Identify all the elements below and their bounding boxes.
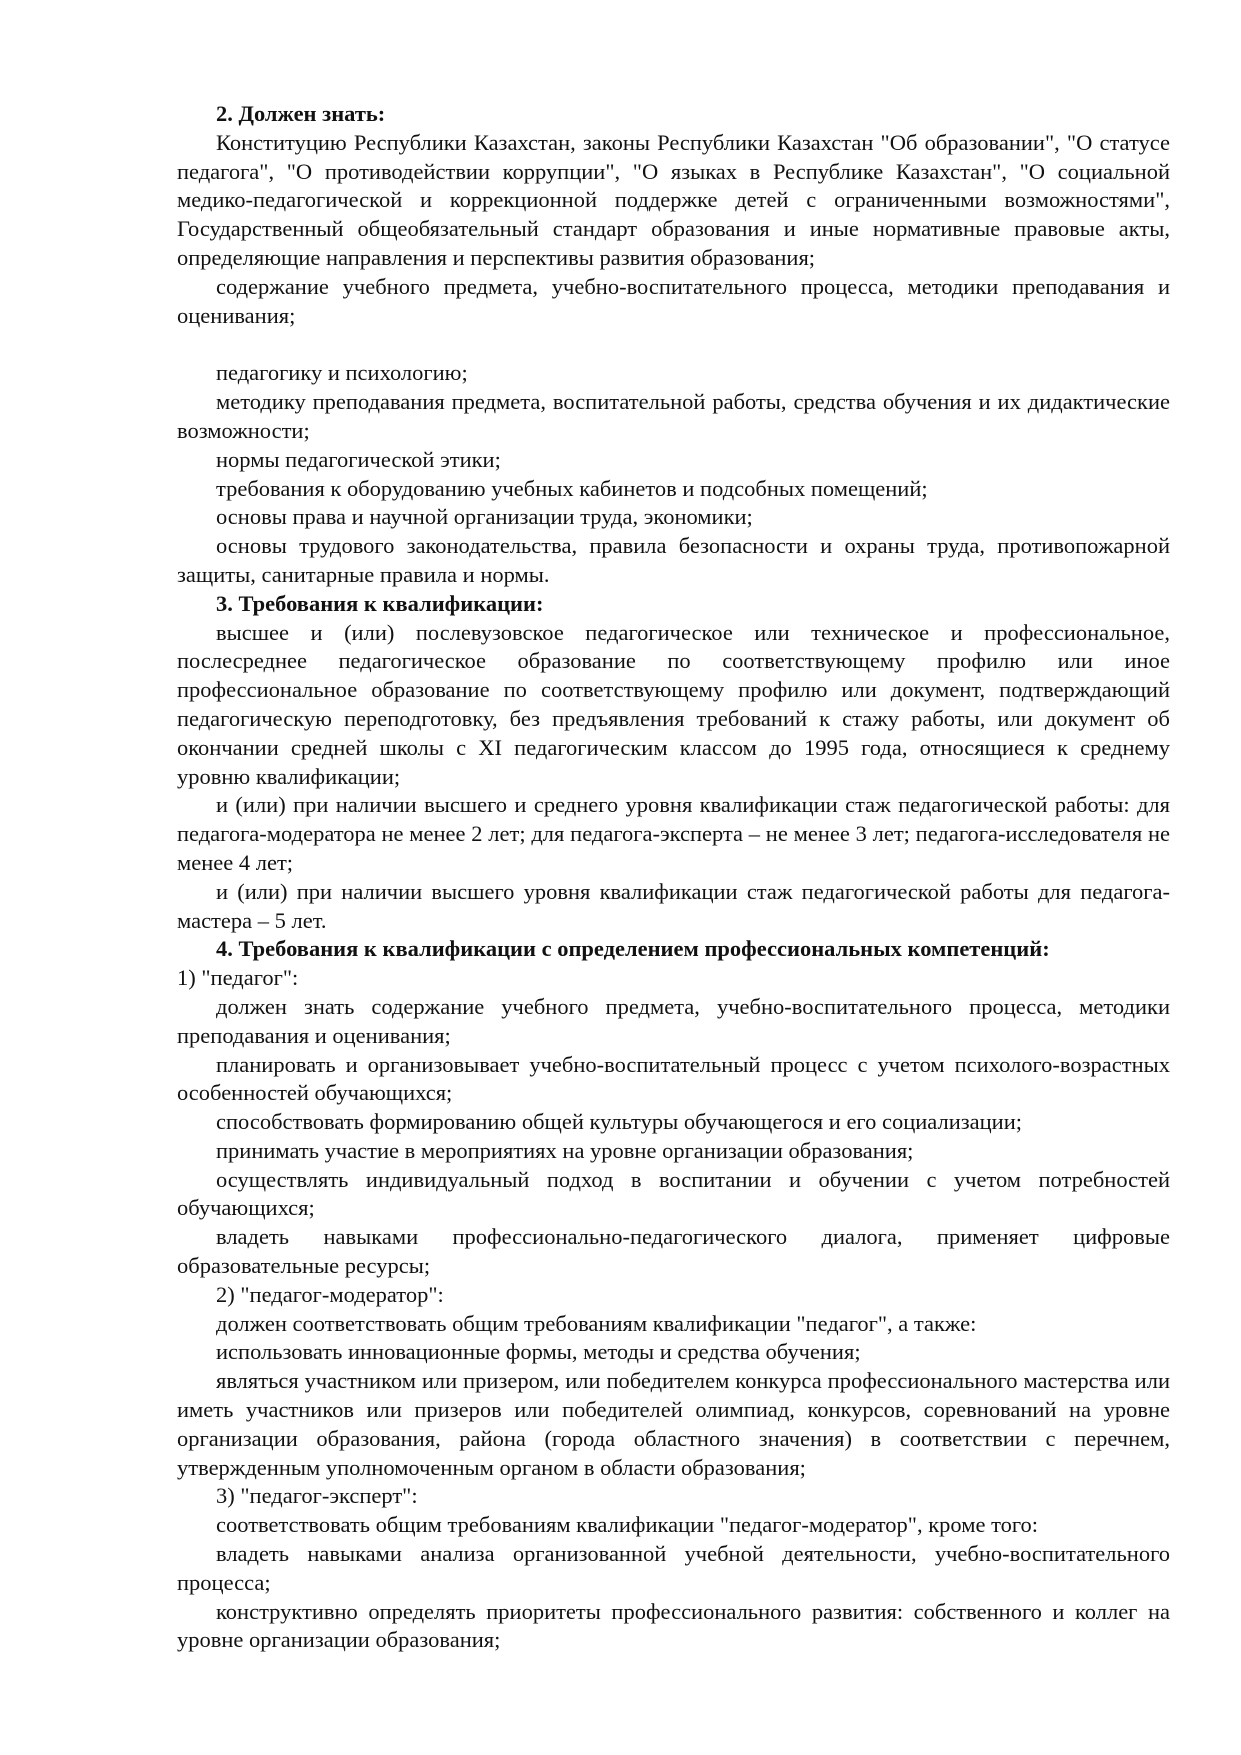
paragraph: Конституцию Республики Казахстан, законы Республики Казахстан "Об образовании", "О статусе педагога", "О противодействии коррупции", "О языках в Республике Казахстан", "О социальной медико-педагогической и коррекционной поддержке детей с ограниченными возможностями", Государственный общеобязательный стандарт образования и иные нормативные правовые акты, определяющие направления и перспективы развития образования; bbox=[177, 129, 1170, 270]
paragraph: и (или) при наличии высшего уровня квалификации стаж педагогической работы для педагога-мастера – 5 лет. bbox=[177, 878, 1170, 933]
paragraph: нормы педагогической этики; bbox=[216, 446, 501, 472]
paragraph: должен соответствовать общим требованиям квалификации "педагог", а также: bbox=[216, 1310, 977, 1336]
paragraph: должен знать содержание учебного предмета, учебно-воспитательного процесса, методики преподавания и оценивания; bbox=[177, 993, 1170, 1048]
paragraph: соответствовать общим требованиям квалификации "педагог-модератор", кроме того: bbox=[216, 1512, 1039, 1538]
document-page bbox=[177, 100, 1170, 1655]
paragraph: способствовать формированию общей культуры обучающегося и его социализации; bbox=[216, 1109, 1022, 1135]
section-2-heading: 2. Должен знать: bbox=[216, 101, 386, 126]
paragraph: основы права и научной организации труда, экономики; bbox=[216, 504, 753, 530]
paragraph: принимать участие в мероприятиях на уровне организации образования; bbox=[216, 1137, 914, 1163]
paragraph: методику преподавания предмета, воспитательной работы, средства обучения и их дидактические возможности; bbox=[177, 389, 1170, 443]
item-1-title: 1) "педагог": bbox=[177, 965, 299, 991]
paragraph: требования к оборудованию учебных кабинетов и подсобных помещений; bbox=[216, 475, 928, 501]
item-3-title: 3) "педагог-эксперт": bbox=[216, 1483, 418, 1509]
paragraph: педагогику и психологию; bbox=[216, 360, 468, 386]
paragraph: высшее и (или) послевузовское педагогическое или техническое и профессиональное, послесреднее педагогическое образование по соответствующему профилю или иное профессиональное образование по соответствующему профилю или документ, подтверждающий педагогическую переподготовку, без предъявления требований к стажу работы, или документ об окончании средней школы с XI педагогическим классом до 1995 года, относящиеся к среднему уровню квалификации; bbox=[177, 619, 1170, 789]
paragraph: осуществлять индивидуальный подход в воспитании и обучении с учетом потребностей обучающихся; bbox=[177, 1166, 1170, 1221]
paragraph: владеть навыками анализа организованной учебной деятельности, учебно-воспитательного процесса; bbox=[177, 1541, 1170, 1595]
paragraph: владеть навыками профессионально-педагогического диалога, применяет цифровые образовательные ресурсы; bbox=[177, 1224, 1170, 1279]
paragraph: использовать инновационные формы, методы и средства обучения; bbox=[216, 1339, 861, 1365]
item-2-title: 2) "педагог-модератор": bbox=[216, 1281, 444, 1307]
paragraph: планировать и организовывает учебно-воспитательный процесс с учетом психолого-возрастных особенностей обучающихся; bbox=[177, 1051, 1170, 1106]
paragraph: содержание учебного предмета, учебно-воспитательного процесса, методики преподавания и оценивания; bbox=[177, 273, 1170, 328]
blank-line bbox=[177, 330, 1170, 359]
section-3-heading: 3. Требования к квалификации: bbox=[216, 590, 544, 616]
paragraph: являться участником или призером, или победителем конкурса профессионального мастерства или иметь участников или призеров или победителей олимпиад, конкурсов, соревнований на уровне организации образования, района (города областного значения) в соответствии с перечнем, утвержденным уполномоченным органом в области образования; bbox=[177, 1368, 1170, 1480]
paragraph: основы трудового законодательства, правила безопасности и охраны труда, противопожарной защиты, санитарные правила и нормы. bbox=[177, 533, 1170, 587]
paragraph: и (или) при наличии высшего и среднего уровня квалификации стаж педагогической работы: для педагога-модератора не менее 2 лет; для педагога-эксперта – не менее 3 лет; педагога-исследователя не менее 4 лет; bbox=[177, 792, 1170, 875]
section-4-heading: 4. Требования к квалификации с определением профессиональных компетенций: bbox=[216, 936, 1050, 962]
paragraph: конструктивно определять приоритеты профессионального развития: собственного и коллег на уровне организации образования; bbox=[177, 1598, 1170, 1653]
